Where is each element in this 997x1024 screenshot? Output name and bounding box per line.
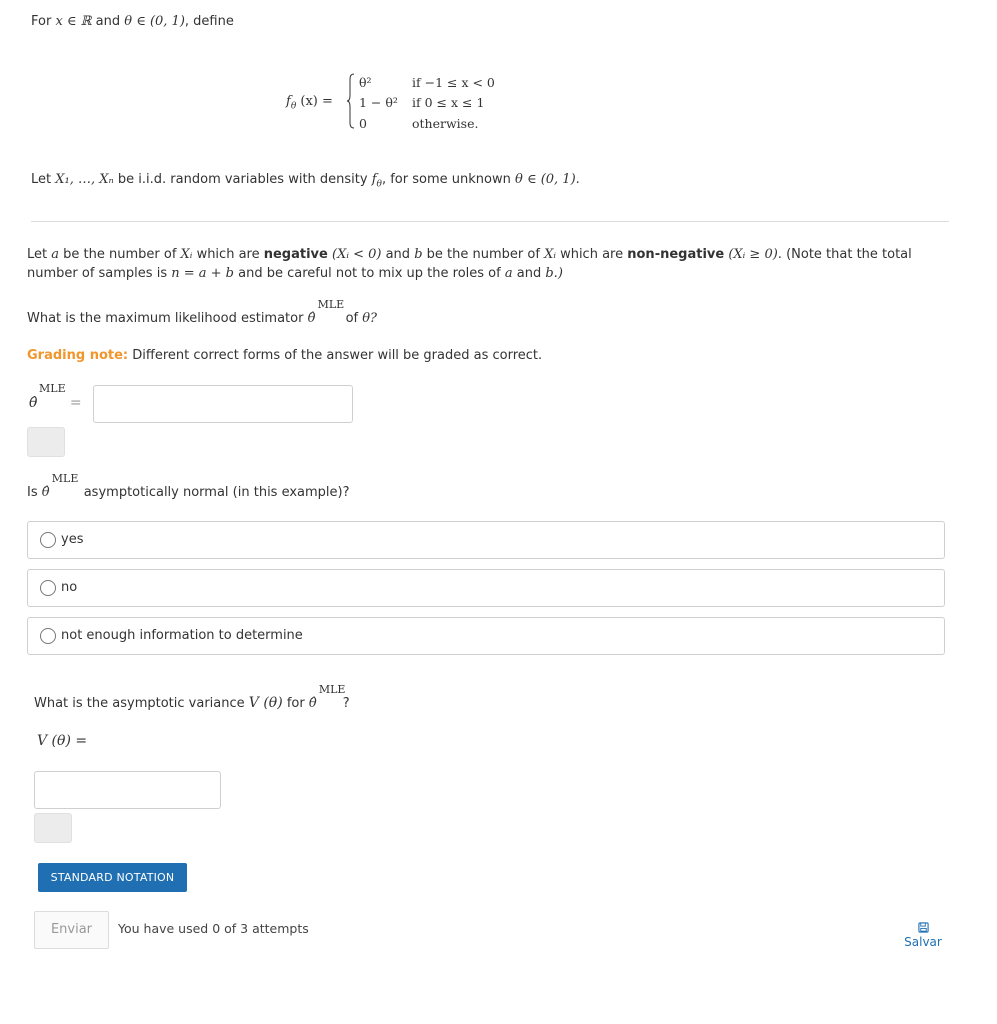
radio-no[interactable] (40, 580, 56, 596)
left-brace (347, 73, 355, 129)
choice-not-enough-info[interactable] (27, 617, 945, 655)
standard-notation-button[interactable]: STANDARD NOTATION (38, 863, 187, 892)
attempts-status: You have used 0 of 3 attempts (118, 921, 309, 936)
intro-x-domain: x ∈ ℝ (55, 14, 92, 29)
intro-theta-domain: θ ∈ (0, 1) (124, 14, 185, 29)
grading-note: Grading note: Different correct forms of the answer will be graded as correct. (27, 348, 543, 363)
mle-answer-input[interactable] (93, 385, 353, 423)
mle-preview-button[interactable] (27, 427, 65, 457)
case-1-condition: if −1 ≤ x < 0 (412, 75, 495, 90)
variance-answer-label: V (θ) = (37, 733, 88, 749)
case-2-condition: if 0 ≤ x ≤ 1 (412, 95, 485, 110)
case-2-value: 1 − θ² (359, 95, 398, 110)
intro-suffix: , define (184, 14, 234, 29)
choice-not-enough-info-label: not enough information to determine (61, 628, 303, 643)
choice-no-label: no (61, 580, 78, 595)
counts-sentence-line1: Let a be the number of Xᵢ which are negative (Xᵢ < 0) and b be the number of Xᵢ which are non-negative (Xᵢ ≥ 0). (Note that the total (27, 247, 912, 262)
choice-yes-label: yes (61, 532, 84, 547)
section-divider (31, 221, 949, 222)
question-asymptotic-normal: Is θ̂ MLE asymptotically normal (in this example)? (27, 472, 350, 500)
intro-and: and (95, 14, 121, 29)
case-3-value: 0 (359, 116, 367, 131)
radio-not-enough-info[interactable] (40, 628, 56, 644)
intro-line (31, 14, 234, 29)
answer-mle-label: θ̂ MLE = (29, 382, 82, 411)
choice-yes[interactable] (27, 521, 945, 559)
density-lhs: $f_\theta$ (x) = (286, 94, 333, 112)
choice-no[interactable] (27, 569, 945, 607)
save-icon (918, 922, 929, 933)
counts-sentence-line2: number of samples is n = a + b and be careful not to mix up the roles of a and b.) (27, 266, 563, 281)
case-3-condition: otherwise. (412, 116, 479, 131)
piecewise-density (286, 70, 526, 136)
iid-sentence: Let X₁, …, Xₙ be i.i.d. random variables with density $f_\theta$, for some unknown θ ∈ (0, 1). (31, 172, 580, 190)
variance-preview-button[interactable] (34, 813, 72, 843)
save-label: Salvar (904, 935, 942, 949)
radio-yes[interactable] (40, 532, 56, 548)
submit-button[interactable]: Enviar (34, 911, 109, 949)
question-asymptotic-variance: What is the asymptotic variance V (θ) for θ̂ MLE ? (34, 683, 350, 711)
case-1-value: θ² (359, 75, 372, 90)
question-mle: What is the maximum likelihood estimator θ̂ MLE of θ? (27, 298, 378, 326)
intro-prefix: For (31, 14, 52, 29)
variance-answer-input[interactable] (34, 771, 221, 809)
save-button[interactable] (904, 922, 942, 949)
